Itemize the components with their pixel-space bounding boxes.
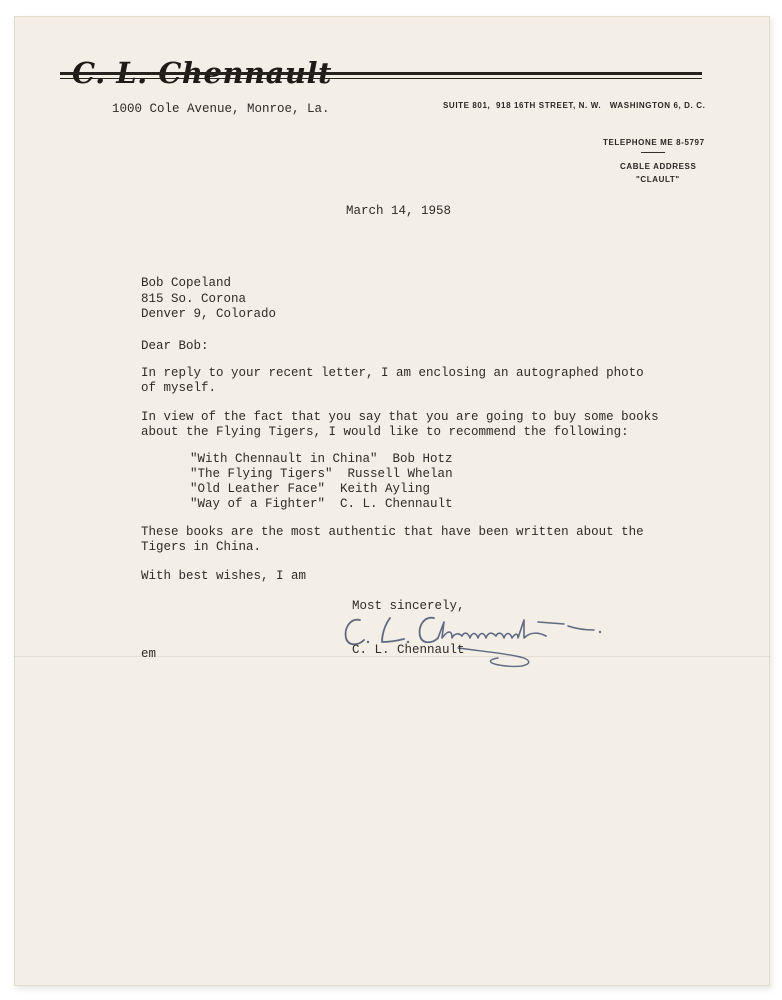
book-title: "With Chennault in China" [190,452,378,466]
book-list-item [190,483,430,496]
telephone: TELEPHONE ME 8-5797 [603,138,705,147]
book-list-item [190,468,453,481]
letterhead-rule-thin [60,78,702,79]
salutation: Dear Bob: [141,339,209,353]
local-address: 1000 Cole Avenue, Monroe, La. [112,102,330,116]
recipient-name: Bob Copeland [141,276,232,290]
suite-address: SUITE 801, 918 16TH STREET, N. W. WASHINGTON 6, D. C. [443,101,706,110]
cable-label: CABLE ADDRESS [620,162,697,171]
book-list-item [190,453,453,466]
book-title: "The Flying Tigers" [190,467,333,481]
recipient-city: Denver 9, Colorado [141,307,277,321]
paragraph1-line1: In reply to your recent letter, I am enclosing an autographed photo [141,366,644,380]
book-author: Keith Ayling [340,482,431,496]
book-author: C. L. Chennault [340,497,453,511]
paragraph1-line2: of myself. [141,381,217,395]
letterhead-name: C. L. Chennault [72,56,332,90]
book-title: "Way of a Fighter" [190,497,326,511]
letter-date: March 14, 1958 [346,204,452,218]
paragraph2-line1: In view of the fact that you say that you are going to buy some books [141,410,659,424]
book-title: "Old Leather Face" [190,482,326,496]
header-divider [641,152,665,153]
recipient-street: 815 So. Corona [141,292,247,306]
paragraph3-line2: Tigers in China. [141,540,262,554]
cable-value: "CLAULT" [636,175,680,184]
book-author: Russell Whelan [347,467,453,481]
typist-initials: em [141,647,157,661]
paragraph2-line2: about the Flying Tigers, I would like to recommend the following: [141,425,629,439]
valediction: Most sincerely, [352,599,465,613]
closing-line: With best wishes, I am [141,569,307,583]
handwritten-signature [338,608,618,672]
book-list-item [190,498,453,511]
paragraph3-line1: These books are the most authentic that have been written about the [141,525,644,539]
letterhead-rule-thick [60,72,702,75]
typed-signature: C. L. Chennault [352,643,465,657]
book-author: Bob Hotz [392,452,453,466]
